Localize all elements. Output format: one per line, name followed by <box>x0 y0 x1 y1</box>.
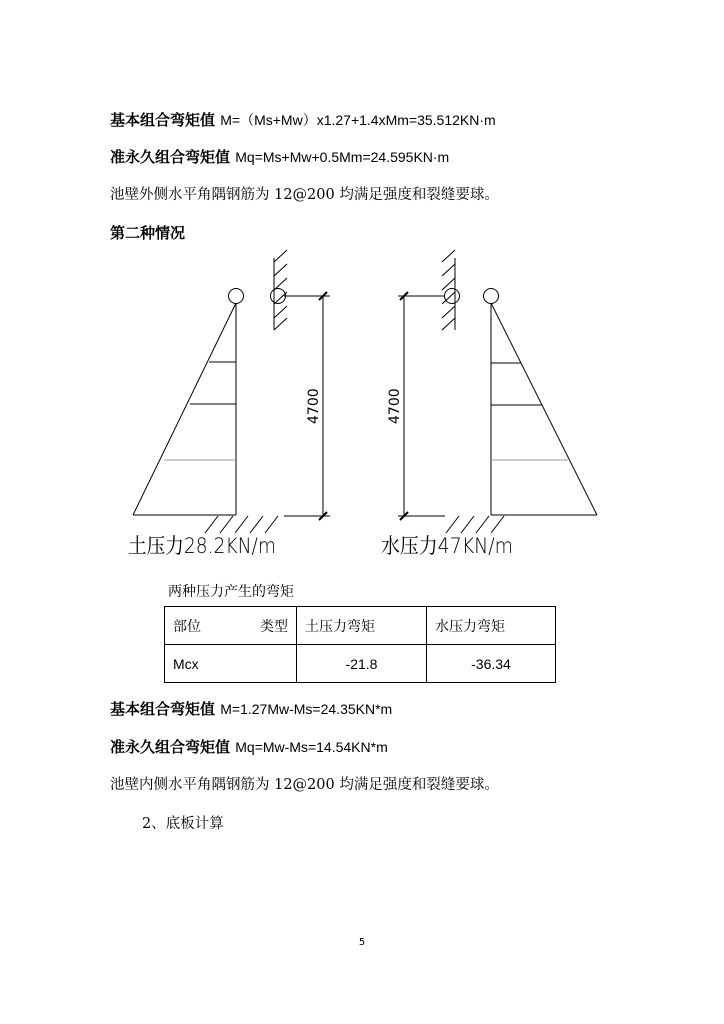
page-number: 5 <box>358 937 366 948</box>
row-soil-moment: -21.8 <box>297 645 427 683</box>
right-dimension-line <box>398 292 445 520</box>
section-heading-base-slab: 2、底板计算 <box>142 816 224 832</box>
right-bottom-fixed-support-icon <box>446 516 504 533</box>
left-soil-pressure-triangle <box>133 303 236 515</box>
quasi-permanent-line-2 <box>110 736 388 757</box>
right-water-pressure-triangle <box>491 303 597 515</box>
basic-combination-formula: M=（Ms+Mw）x1.27+1.4xMm=35.512KN·m <box>220 112 496 128</box>
quasi-permanent-formula: Mq=Ms+Mw+0.5Mm=24.595KN·m <box>235 149 450 165</box>
right-wall-pin-icon <box>445 289 460 304</box>
case-two-heading: 第二种情况 <box>110 224 186 242</box>
row-water-moment: -36.34 <box>427 645 556 683</box>
basic-combination-label: 基本组合弯矩值 <box>110 111 216 129</box>
water-pressure-label: 水压力47KN/m <box>381 534 513 558</box>
right-pin-support-icon <box>484 289 499 304</box>
basic-combination-formula-2: M=1.27Mw-Ms=24.35KN*m <box>220 701 393 717</box>
row-label: Mcx <box>165 645 297 683</box>
right-height-dimension: 4700 <box>387 388 403 424</box>
basic-combination-label-2: 基本组合弯矩值 <box>110 700 216 718</box>
left-top-fixed-support-icon <box>274 250 287 330</box>
header-cell-position-type <box>165 607 297 645</box>
header-water-moment: 水压力弯矩 <box>427 607 556 645</box>
table-row <box>165 645 556 683</box>
left-bottom-fixed-support-icon <box>205 516 278 533</box>
soil-pressure-label: 土压力28.2KN/m <box>128 534 276 558</box>
quasi-permanent-formula-2: Mq=Mw-Ms=14.54KN*m <box>235 739 388 755</box>
basic-combination-line-2 <box>110 698 392 719</box>
quasi-permanent-label: 准永久组合弯矩值 <box>110 148 231 166</box>
outer-rebar-note: 池壁外侧水平角隅钢筋为 12@200 均满足强度和裂缝要球。 <box>110 187 499 203</box>
header-soil-moment: 土压力弯矩 <box>297 607 427 645</box>
inner-rebar-note: 池壁内侧水平角隅钢筋为 12@200 均满足强度和裂缝要球。 <box>110 777 499 793</box>
quasi-permanent-label-2: 准永久组合弯矩值 <box>110 738 231 756</box>
left-pin-support-icon <box>229 289 244 304</box>
header-type: 类型 <box>260 618 288 635</box>
header-position: 部位 <box>173 618 201 635</box>
table-caption: 两种压力产生的弯矩 <box>168 584 294 600</box>
left-height-dimension: 4700 <box>306 388 322 424</box>
table-header-row <box>165 607 556 645</box>
moment-table <box>164 606 556 683</box>
right-top-fixed-support-icon <box>442 250 455 330</box>
